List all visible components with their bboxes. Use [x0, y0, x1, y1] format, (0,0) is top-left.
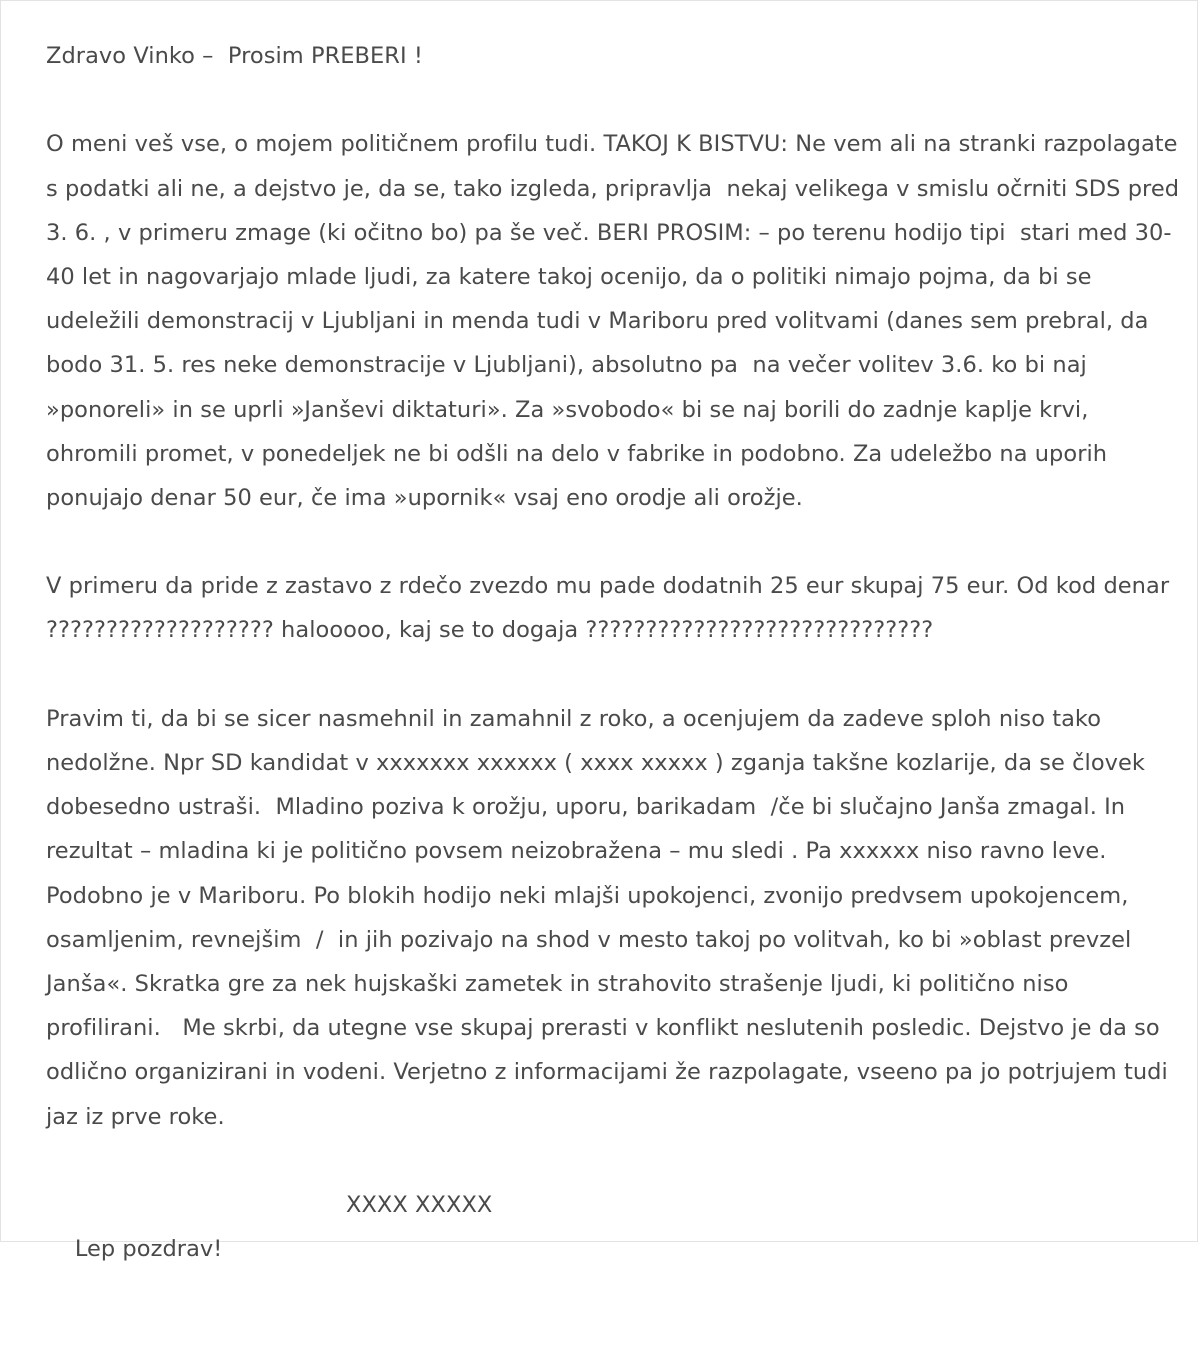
paragraph-line: nedolžne. Npr SD kandidat v xxxxxxx xxxxxx ( xxxx xxxxx ) zganja takšne kozlarije, da se človek — [46, 750, 1145, 776]
paragraph-gap — [46, 1139, 1171, 1183]
closing-row — [46, 1183, 1171, 1263]
paragraph-gap — [46, 520, 1171, 564]
paragraph-line: profilirani. Me skrbi, da utegne vse skupaj prerasti v konflikt neslutenih posledic. Dejstvo je da so — [46, 1015, 1160, 1042]
paragraph-line: Podobno je v Mariboru. Po blokih hodijo neki mlajši upokojenci, zvonijo predvsem upokojencem, — [46, 882, 1129, 909]
paragraph-2 — [46, 564, 1171, 652]
paragraph-line: 40 let in nagovarjajo mlade ljudi, za katere takoj ocenijo, da o politiki nimajo pojma, da bi se — [46, 263, 1092, 290]
paragraph-line: osamljenim, revnejšim / in jih pozivajo na shod v mesto takoj po volitvah, ko bi »oblast prevzel — [46, 926, 1132, 953]
closing-text: Lep pozdrav! — [74, 1236, 223, 1263]
paragraph-line: Pravim ti, da bi se sicer nasmehnil in zamahnil z roko, a ocenjujem da zadeve sploh niso tako — [46, 705, 1102, 732]
signature-name: XXXX XXXXX — [346, 1191, 493, 1218]
paragraph-line: odlično organizirani in vodeni. Verjetno z informacijami že razpolagate, vseeno pa jo potrjujem tudi — [46, 1059, 1168, 1086]
paragraph-line: udeležili demonstracij v Ljubljani in menda tudi v Mariboru pred volitvami (danes sem prebral, da — [46, 308, 1149, 335]
paragraph-line: bodo 31. 5. res neke demonstracije v Ljubljani), absolutno pa na večer volitev 3.6. ko bi naj — [46, 352, 1087, 379]
paragraph-line: ponujajo denar 50 eur, če ima »upornik« vsaj eno orodje ali orožje. — [46, 484, 803, 511]
paragraph-1 — [46, 122, 1180, 520]
paragraph-line: Janša«. Skratka gre za nek hujskaški zametek in strahovito strašenje ljudi, ki politično niso — [46, 970, 1069, 997]
paragraph-line: O meni veš vse, o mojem političnem profilu tudi. TAKOJ K BISTVU: Ne vem ali na stranki razpolagate — [46, 131, 1178, 158]
paragraph-line: s podatki ali ne, a dejstvo je, da se, tako izgleda, pripravlja nekaj velikega v smislu očrniti SDS pred — [46, 175, 1180, 202]
paragraph-line: »ponoreli» in se uprli »Janševi diktaturi». Za »svobodo« bi se naj borili do zadnje kaplje krvi, — [46, 396, 1089, 423]
paragraph-line: 3. 6. , v primeru zmage (ki očitno bo) pa še več. BERI PROSIM: – po terenu hodijo tipi stari med 30- — [46, 219, 1172, 246]
paragraph-gap — [46, 653, 1171, 697]
paragraph-line: V primeru da pride z zastavo z rdečo zvezdo mu pade dodatnih 25 eur skupaj 75 eur. Od kod denar — [46, 573, 1170, 600]
paragraph-3 — [46, 697, 1171, 1139]
paragraph-gap — [46, 78, 1171, 122]
paragraph-line: dobesedno ustraši. Mladino poziva k orožju, uporu, barikadam /če bi slučajno Janša zmagal. In — [46, 794, 1126, 821]
paragraph-line: ohromili promet, v ponedeljek ne bi odšli na delo v fabrike in podobno. Za udeležbo na uporih — [46, 440, 1108, 467]
paragraph-line: rezultat – mladina ki je politično povsem neizobražena – mu sledi . Pa xxxxxx niso ravno leve. — [46, 838, 1107, 865]
greeting: Zdravo Vinko – Prosim PREBERI ! — [46, 43, 423, 69]
paragraph-line: jaz iz prve roke. — [46, 1103, 225, 1130]
paragraph-line: ??????????????????? halooooo, kaj se to dogaja ????????????????????????????? — [46, 617, 934, 644]
letter-body — [46, 34, 1180, 1263]
